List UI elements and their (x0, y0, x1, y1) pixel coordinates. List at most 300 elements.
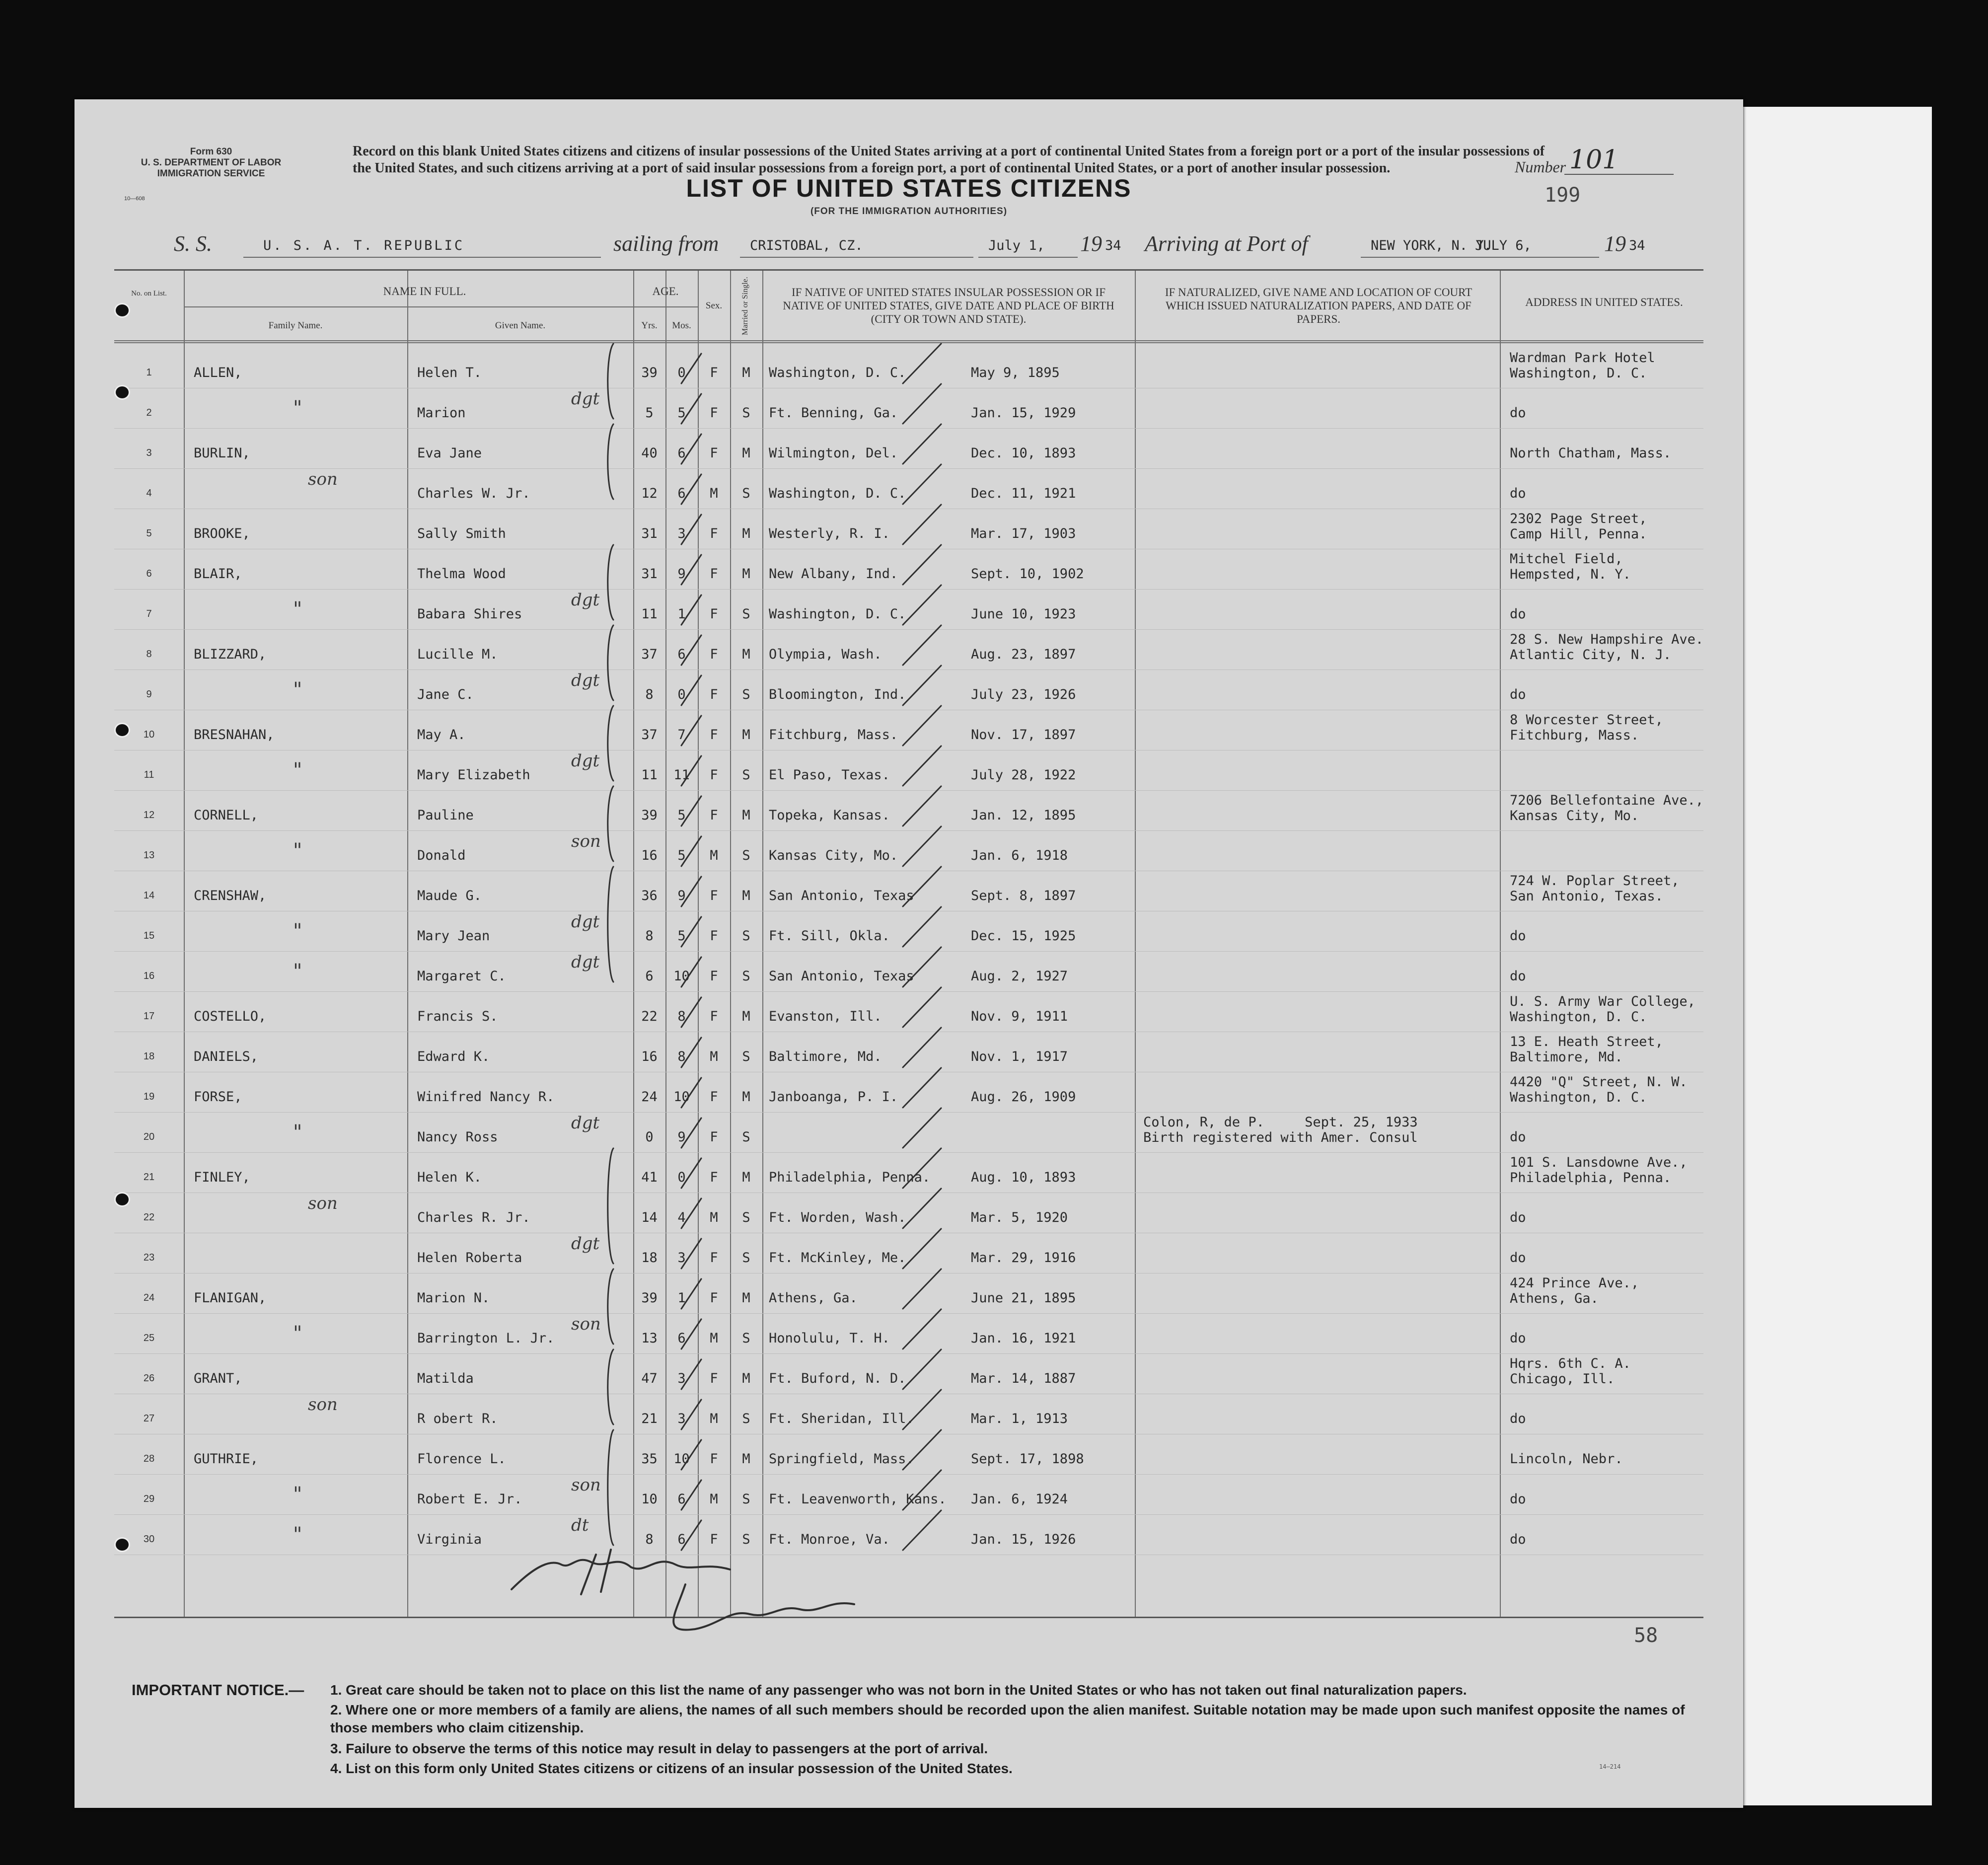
cell-given: May A. (417, 727, 466, 743)
cell-mos: 9 (677, 1129, 686, 1145)
cell-ms: S (742, 1532, 750, 1547)
sex-checkmark (681, 1078, 701, 1108)
cell-sex: F (710, 1009, 718, 1024)
sex-checkmark (681, 474, 701, 504)
cell-mos: 10 (673, 1089, 690, 1105)
cell-place: Washington, D. C. (769, 486, 906, 501)
cell-addr: Hqrs. 6th C. A. Chicago, Ill. (1510, 1356, 1631, 1387)
family-bracket (608, 706, 613, 781)
cell-place: Washington, D. C. (769, 365, 906, 380)
cell-given: Helen T. (417, 365, 482, 380)
cell-no: 3 (146, 448, 152, 458)
cell-yrs: 41 (641, 1170, 658, 1185)
cell-family: ALLEN, (194, 365, 242, 380)
cell-family: BURLIN, (194, 446, 250, 461)
sex-checkmark (681, 1319, 701, 1349)
cell-yrs: 39 (641, 365, 658, 380)
cell-ms: S (742, 1129, 750, 1145)
cell-sex: F (710, 1250, 718, 1266)
cell-date: Mar. 5, 1920 (971, 1210, 1068, 1225)
relation-note: son (571, 1314, 601, 1334)
cell-no: 5 (146, 528, 152, 539)
cell-date: Jan. 6, 1924 (971, 1492, 1068, 1507)
family-bracket (608, 625, 613, 700)
cell-ms: S (742, 1210, 750, 1225)
relation-note: son (308, 1194, 338, 1213)
cell-mos: 3 (677, 1411, 686, 1426)
cell-given: Virginia (417, 1532, 482, 1547)
cell-ms: S (742, 928, 750, 944)
cell-date: Mar. 14, 1887 (971, 1371, 1076, 1386)
cell-sex: F (710, 365, 718, 380)
ditto-mark: " (293, 839, 302, 862)
cell-ms: S (742, 486, 750, 501)
cell-place: Ft. Buford, N. D. (769, 1371, 906, 1386)
notice-item-1: 1. Great care should be taken not to place on this list the name of any passenger who was not born in the United States or who has not taken out final naturalization papers. (330, 1682, 1467, 1698)
header-naturalized: IF NATURALIZED, GIVE NAME AND LOCATION OF COURT WHICH ISSUED NATURALIZATION PAPERS, AND DATE OF PAPERS. (1165, 286, 1473, 325)
cell-sex: F (710, 526, 718, 541)
cell-addr: U. S. Army War College, Washington, D. C. (1510, 994, 1695, 1025)
cell-mos: 6 (677, 486, 686, 501)
cell-addr: 424 Prince Ave., Athens, Ga. (1510, 1275, 1639, 1306)
page-stamp: 58 (1634, 1624, 1658, 1647)
punch-hole (114, 385, 130, 400)
cell-addr: do (1510, 969, 1526, 984)
relation-note: dgt (571, 751, 600, 771)
cell-place: Ft. Leavenworth, Kans. (769, 1492, 947, 1507)
cell-place: Bloomington, Ind. (769, 687, 906, 702)
header-birth: IF NATIVE OF UNITED STATES INSULAR POSSESSION OR IF NATIVE OF UNITED STATES, GIVE DATE AND PLACE OF BIRTH (CITY OR TOWN AND STATE). (783, 286, 1114, 325)
header-married-single: Married or Single. (741, 277, 749, 335)
cell-ms: S (742, 405, 750, 421)
cell-date: Aug. 2, 1927 (971, 969, 1068, 984)
cell-addr: 13 E. Heath Street, Baltimore, Md. (1510, 1034, 1663, 1065)
cell-no: 8 (146, 649, 152, 660)
family-bracket (608, 344, 613, 419)
cell-mos: 8 (677, 1009, 686, 1024)
birth-checkmark (903, 1068, 941, 1108)
cell-yrs: 31 (641, 566, 658, 582)
family-bracket (608, 1349, 613, 1424)
birth-checkmark (903, 545, 941, 585)
cell-addr: do (1510, 1250, 1526, 1266)
cell-yrs: 0 (645, 1129, 654, 1145)
cell-ms: M (742, 647, 750, 662)
header-yrs: Yrs. (641, 320, 658, 331)
cell-yrs: 22 (641, 1009, 658, 1024)
cell-addr: do (1510, 486, 1526, 501)
cell-date: Aug. 10, 1893 (971, 1170, 1076, 1185)
cell-yrs: 5 (645, 405, 654, 421)
cell-given: Nancy Ross (417, 1129, 498, 1145)
cell-mos: 10 (673, 969, 690, 984)
cell-mos: 7 (677, 727, 686, 743)
sex-checkmark (681, 716, 701, 746)
cell-sex: F (710, 1170, 718, 1185)
cell-given: Marion (417, 405, 466, 421)
cell-yrs: 16 (641, 1049, 658, 1064)
cell-addr: 101 S. Lansdowne Ave., Philadelphia, Penna. (1510, 1155, 1688, 1186)
cell-no: 7 (146, 608, 152, 619)
cell-family: GRANT, (194, 1371, 242, 1386)
birth-checkmark (903, 867, 941, 906)
cell-family: CORNELL, (194, 808, 259, 823)
cell-yrs: 39 (641, 808, 658, 823)
cell-yrs: 8 (645, 1532, 654, 1547)
cell-sex: F (710, 727, 718, 743)
sex-checkmark (681, 1198, 701, 1228)
arriving-label: Arriving at Port of (1145, 231, 1308, 256)
cell-yrs: 18 (641, 1250, 658, 1266)
cell-no: 26 (143, 1373, 155, 1384)
cell-no: 1 (146, 367, 152, 378)
cell-place: Washington, D. C. (769, 606, 906, 622)
backing-sheet (1743, 107, 1932, 1805)
from-port: CRISTOBAL, CZ. (750, 238, 863, 253)
family-bracket (608, 545, 613, 620)
birth-checkmark (903, 786, 941, 826)
cell-place: Philadelphia, Penna. (769, 1170, 931, 1185)
cell-sex: F (710, 606, 718, 622)
cell-given: Charles W. Jr. (417, 486, 530, 501)
cell-mos: 6 (677, 647, 686, 662)
number-value: 101 (1569, 145, 1619, 175)
cell-mos: 6 (677, 1532, 686, 1547)
cell-sex: M (710, 1492, 718, 1507)
cell-date: Dec. 10, 1893 (971, 446, 1076, 461)
birth-checkmark (903, 907, 941, 947)
birth-checkmark (903, 706, 941, 746)
cell-family: COSTELLO, (194, 1009, 267, 1024)
cell-mos: 1 (677, 606, 686, 622)
cell-sex: M (710, 486, 718, 501)
sex-checkmark (681, 877, 701, 906)
cell-place: Ft. Sheridan, Ill. (769, 1411, 914, 1426)
signature-line-2 (581, 1550, 611, 1594)
cell-place: Wilmington, Del. (769, 446, 898, 461)
cell-ms: S (742, 687, 750, 702)
punch-hole (114, 723, 130, 738)
punch-hole (114, 303, 130, 318)
cell-given: Mary Elizabeth (417, 767, 530, 783)
cell-date: Jan. 15, 1929 (971, 405, 1076, 421)
cell-place: Fitchburg, Mass. (769, 727, 898, 743)
birth-checkmark (903, 585, 941, 625)
cell-yrs: 13 (641, 1331, 658, 1346)
cell-given: Matilda (417, 1371, 474, 1386)
cell-addr: 2302 Page Street, Camp Hill, Penna. (1510, 511, 1647, 542)
checkmark-group (608, 344, 941, 1550)
cell-ms: S (742, 848, 750, 863)
cell-family: FINLEY, (194, 1170, 250, 1185)
birth-checkmark (903, 1189, 941, 1228)
cell-no: 20 (143, 1131, 155, 1142)
birth-checkmark (903, 1108, 941, 1148)
cell-no: 16 (143, 970, 155, 981)
relation-note: dt (571, 1515, 589, 1535)
arrive-date: JULY 6, (1475, 238, 1532, 253)
cell-given: Jane C. (417, 687, 474, 702)
cell-ms: S (742, 1331, 750, 1346)
cell-sex: F (710, 1290, 718, 1306)
cell-yrs: 40 (641, 446, 658, 461)
cell-no: 23 (143, 1252, 155, 1263)
ditto-mark: " (293, 960, 302, 983)
cell-addr: do (1510, 1210, 1526, 1225)
sex-checkmark (681, 1400, 701, 1429)
relation-note: dgt (571, 1234, 600, 1254)
cell-given: Sally Smith (417, 526, 506, 541)
birth-checkmark (903, 987, 941, 1027)
sex-checkmark (681, 1440, 701, 1470)
sex-checkmark (681, 1520, 701, 1550)
birth-checkmark (903, 666, 941, 705)
cell-addr: do (1510, 1492, 1526, 1507)
cell-no: 11 (144, 769, 154, 780)
cell-given: Eva Jane (417, 446, 482, 461)
cell-yrs: 12 (641, 486, 658, 501)
family-bracket (608, 1430, 613, 1545)
punch-hole (114, 1537, 130, 1552)
cell-place: Honolulu, T. H. (769, 1331, 890, 1346)
sex-checkmark (681, 555, 701, 585)
ditto-mark: " (293, 397, 302, 420)
birth-checkmark (903, 1510, 941, 1550)
cell-sex: F (710, 969, 718, 984)
cell-addr: Mitchel Field, Hempsted, N. Y. (1510, 551, 1631, 582)
cell-yrs: 6 (645, 969, 654, 984)
cell-sex: F (710, 647, 718, 662)
cell-mos: 10 (673, 1451, 690, 1467)
cell-yrs: 36 (641, 888, 658, 903)
birth-checkmark (903, 1269, 941, 1309)
cell-place: Ft. Benning, Ga. (769, 405, 898, 421)
cell-place: Evanston, Ill. (769, 1009, 882, 1024)
cell-given: Thelma Wood (417, 566, 506, 582)
cell-mos: 6 (677, 1331, 686, 1346)
cell-no: 21 (143, 1172, 155, 1183)
cell-given: Charles R. Jr. (417, 1210, 530, 1225)
cell-mos: 8 (677, 1049, 686, 1064)
cell-place: San Antonio, Texas (769, 969, 914, 984)
cell-date: Sept. 10, 1902 (971, 566, 1084, 582)
relation-note: son (571, 1475, 601, 1495)
birth-checkmark (903, 746, 941, 786)
relation-note: dgt (571, 952, 600, 972)
sex-checkmark (681, 917, 701, 947)
birth-checkmark (903, 344, 941, 383)
header-sex: Sex. (705, 300, 723, 311)
cell-no: 28 (143, 1453, 155, 1464)
cell-mos: 5 (677, 405, 686, 421)
punch-hole (114, 1192, 130, 1207)
birth-checkmark (903, 1229, 941, 1268)
sex-checkmark (681, 957, 701, 987)
cell-ms: M (742, 566, 750, 582)
birth-checkmark (903, 384, 941, 424)
cell-ms: S (742, 969, 750, 984)
sex-checkmark (681, 1158, 701, 1188)
cell-mos: 3 (677, 1250, 686, 1266)
cell-given: Lucille M. (417, 647, 498, 662)
cell-given: Helen Roberta (417, 1250, 522, 1266)
cell-ms: M (742, 1009, 750, 1024)
cell-yrs: 31 (641, 526, 658, 541)
relation-note: son (571, 831, 601, 851)
cell-family: DANIELS, (194, 1049, 259, 1064)
cell-place: Ft. Monroe, Va. (769, 1532, 890, 1547)
cell-addr: 8 Worcester Street, Fitchburg, Mass. (1510, 712, 1663, 743)
cell-place: Ft. Worden, Wash. (769, 1210, 906, 1225)
birth-checkmark (903, 1028, 941, 1067)
birth-checkmark (903, 1349, 941, 1389)
cell-sex: M (710, 1331, 718, 1346)
sex-checkmark (681, 1359, 701, 1389)
page-subtitle: (FOR THE IMMIGRATION AUTHORITIES) (810, 206, 1008, 217)
cell-given: Florence L. (417, 1451, 506, 1467)
cell-ms: S (742, 1049, 750, 1064)
cell-yrs: 39 (641, 1290, 658, 1306)
cell-ms: S (742, 1411, 750, 1426)
cell-given: Winifred Nancy R. (417, 1089, 555, 1105)
cell-date: Dec. 11, 1921 (971, 486, 1076, 501)
header-age: AGE. (652, 285, 679, 298)
handwritten-marks (74, 99, 1743, 1808)
cell-no: 15 (143, 930, 155, 941)
cell-sex: M (710, 848, 718, 863)
cell-ms: M (742, 526, 750, 541)
sex-checkmark (681, 635, 701, 665)
cell-ms: S (742, 1250, 750, 1266)
cell-family: FLANIGAN, (194, 1290, 267, 1306)
cell-place: Topeka, Kansas. (769, 808, 890, 823)
cell-given: Donald (417, 848, 466, 863)
cell-yrs: 37 (641, 727, 658, 743)
cell-date: Nov. 9, 1911 (971, 1009, 1068, 1024)
family-bracket (608, 1148, 613, 1264)
cell-addr: do (1510, 1129, 1526, 1145)
cell-family: BRESNAHAN, (194, 727, 275, 743)
sex-checkmark (681, 595, 701, 625)
year-prefix-2: 19 (1604, 231, 1626, 256)
cell-no: 24 (143, 1292, 155, 1303)
cell-date: June 21, 1895 (971, 1290, 1076, 1306)
cell-given: Maude G. (417, 888, 482, 903)
sail-year: 34 (1105, 238, 1121, 253)
ditto-mark: " (293, 1121, 302, 1144)
department: U. S. DEPARTMENT OF LABOR (141, 157, 282, 168)
cell-no: 25 (143, 1333, 155, 1343)
year-prefix-1: 19 (1080, 231, 1102, 256)
cell-sex: M (710, 1411, 718, 1426)
notice-label: IMPORTANT NOTICE.— (132, 1681, 304, 1699)
sex-checkmark (681, 1038, 701, 1067)
cell-yrs: 10 (641, 1492, 658, 1507)
cell-yrs: 37 (641, 647, 658, 662)
birth-checkmark (903, 1390, 941, 1429)
cell-family: BLIZZARD, (194, 647, 267, 662)
cell-ms: S (742, 1492, 750, 1507)
cell-no: 19 (143, 1091, 155, 1102)
service: IMMIGRATION SERVICE (157, 168, 265, 179)
cell-yrs: 47 (641, 1371, 658, 1386)
header-name-in-full: NAME IN FULL. (383, 285, 466, 298)
sex-checkmark (681, 796, 701, 826)
cell-mos: 5 (677, 928, 686, 944)
cell-date: May 9, 1895 (971, 365, 1060, 380)
signature-line-3 (673, 1584, 854, 1630)
relation-note: dgt (571, 671, 600, 690)
cell-sex: F (710, 446, 718, 461)
cell-addr: North Chatham, Mass. (1510, 446, 1672, 461)
cell-no: 6 (146, 568, 152, 579)
ship-name: U. S. A. T. REPUBLIC (263, 238, 465, 253)
cell-date: July 28, 1922 (971, 767, 1076, 783)
cell-addr: do (1510, 687, 1526, 702)
cell-place: Baltimore, Md. (769, 1049, 882, 1064)
cell-sex: F (710, 888, 718, 903)
cell-family: FORSE, (194, 1089, 242, 1105)
cell-sex: M (710, 1049, 718, 1064)
cell-addr: do (1510, 1532, 1526, 1547)
cell-date: June 10, 1923 (971, 606, 1076, 622)
cell-sex: F (710, 1532, 718, 1547)
cell-addr: 28 S. New Hampshire Ave. Atlantic City, N. J. (1510, 632, 1704, 663)
notice-item-3: 3. Failure to observe the terms of this notice may result in delay to passengers at the port of arrival. (330, 1741, 988, 1756)
print-code: 10—608 (124, 196, 145, 202)
cell-place: Westerly, R. I. (769, 526, 890, 541)
cell-no: 17 (143, 1011, 155, 1022)
cell-family: BLAIR, (194, 566, 242, 582)
birth-checkmark (903, 625, 941, 665)
header-no-on-list: No. on List. (131, 290, 167, 298)
cell-sex: F (710, 687, 718, 702)
stamp-number: 199 (1545, 184, 1581, 207)
arrive-year: 34 (1629, 238, 1645, 253)
cell-date: Jan. 16, 1921 (971, 1331, 1076, 1346)
cell-family: CRENSHAW, (194, 888, 267, 903)
family-bracket (608, 1269, 613, 1344)
cell-date: Sept. 8, 1897 (971, 888, 1076, 903)
cell-yrs: 35 (641, 1451, 658, 1467)
cell-addr: do (1510, 928, 1526, 944)
cell-place: Kansas City, Mo. (769, 848, 898, 863)
cell-given: Francis S. (417, 1009, 498, 1024)
sex-checkmark (681, 997, 701, 1027)
cell-no: 4 (146, 488, 152, 499)
birth-checkmark (903, 1470, 941, 1510)
birth-checkmark (903, 464, 941, 504)
cell-no: 30 (143, 1534, 155, 1545)
cell-yrs: 24 (641, 1089, 658, 1105)
cell-sex: F (710, 808, 718, 823)
sailing-label: sailing from (613, 231, 719, 256)
relation-note: dgt (571, 912, 600, 932)
cell-ms: M (742, 1371, 750, 1386)
cell-no: 14 (143, 890, 155, 901)
cell-sex: F (710, 1129, 718, 1145)
sex-checkmark (681, 394, 701, 424)
cell-ms: S (742, 606, 750, 622)
cell-yrs: 8 (645, 928, 654, 944)
ditto-mark: " (293, 678, 302, 701)
cell-family: GUTHRIE, (194, 1451, 259, 1467)
cell-ms: M (742, 1451, 750, 1467)
cell-no: 2 (146, 407, 152, 418)
cell-date: Mar. 29, 1916 (971, 1250, 1076, 1266)
cell-date: Mar. 17, 1903 (971, 526, 1076, 541)
cell-no: 10 (143, 729, 155, 740)
